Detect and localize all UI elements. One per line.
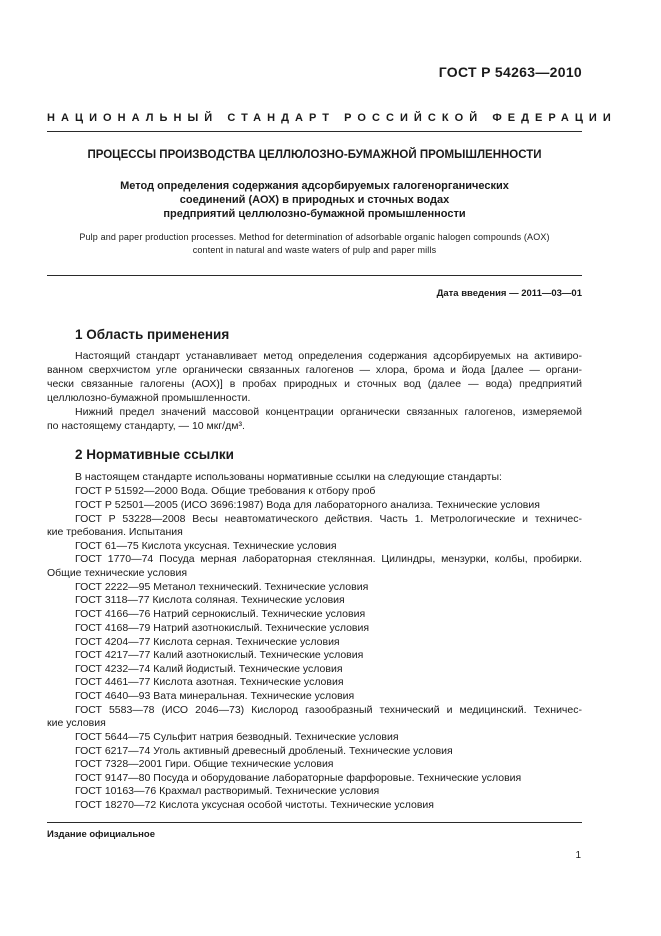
reference-line: ГОСТ 4461—77 Кислота азотная. Технические условия	[75, 676, 344, 688]
subtitle-line: соединений (АОХ) в природных и сточных водах	[179, 194, 450, 206]
reference-line: ГОСТ 9147—80 Посуда и оборудование лабораторные фарфоровые. Технические условия	[75, 772, 522, 784]
reference-line: ГОСТ Р 52501—2005 (ИСО 3696:1987) Вода для лабораторного анализа. Технические условия	[75, 499, 540, 511]
paragraph-line: Настоящий стандарт устанавливает метод определения содержания адсорбируемых на активиро-	[75, 350, 582, 362]
reference-line: ГОСТ 3118—77 Кислота соляная. Технические условия	[75, 594, 345, 606]
reference-line: кие требования. Испытания	[47, 526, 183, 538]
header-rule	[47, 131, 582, 132]
reference-line: ГОСТ 6217—74 Уголь активный древесный дробленый. Технические условия	[75, 745, 453, 757]
subtitle-line: Метод определения содержания адсорбируемых галогенорганических	[120, 180, 509, 192]
reference-line: В настоящем стандарте использованы нормативные ссылки на следующие стандарты:	[75, 471, 502, 483]
reference-line: ГОСТ 10163—76 Крахмал растворимый. Технические условия	[75, 785, 380, 797]
paragraph-line: ванном сверхчистом угле органически связанных галогенов — хлора, брома и йода [далее — органи-	[47, 364, 582, 376]
subtitle-line: предприятий целлюлозно-бумажной промышленности	[163, 208, 466, 220]
reference-line: ГОСТ 1770—74 Посуда мерная лабораторная стеклянная. Цилиндры, мензурки, колбы, пробирки.	[75, 553, 582, 565]
reference-line: ГОСТ Р 51592—2000 Вода. Общие требования к отбору проб	[75, 485, 376, 497]
footer-rule	[47, 822, 582, 823]
english-title-line: content in natural and waste waters of pulp and paper mills	[192, 245, 437, 255]
reference-line: ГОСТ 61—75 Кислота уксусная. Технические условия	[75, 540, 337, 552]
document-title: ПРОЦЕССЫ ПРОИЗВОДСТВА ЦЕЛЛЮЛОЗНО-БУМАЖНОЙ ПРОМЫШЛЕННОСТИ	[87, 149, 542, 161]
paragraph-line: Нижний предел значений массовой концентрации органически связанных галогенов, измеряемой	[75, 406, 582, 418]
english-title	[47, 231, 582, 257]
reference-line: ГОСТ 4204—77 Кислота серная. Технические условия	[75, 636, 340, 648]
reference-line: ГОСТ 18270—72 Кислота уксусная особой чистоты. Технические условия	[75, 799, 434, 811]
reference-line: ГОСТ 4217—77 Калий азотнокислый. Технические условия	[75, 649, 364, 661]
page-number: 1	[575, 850, 581, 861]
reference-line: ГОСТ 2222—95 Метанол технический. Технические условия	[75, 581, 369, 593]
national-standard-heading: НАЦИОНАЛЬНЫЙ СТАНДАРТ РОССИЙСКОЙ ФЕДЕРАЦИИ	[47, 112, 617, 124]
reference-line: ГОСТ 7328—2001 Гири. Общие технические условия	[75, 758, 334, 770]
reference-line: ГОСТ 5583—78 (ИСО 2046—73) Кислород газообразный технический и медицинский. Техничес-	[75, 704, 582, 716]
paragraph-line: по настоящему стандарту, — 10 мкг/дм³.	[47, 420, 245, 432]
section-2-heading: 2 Нормативные ссылки	[75, 447, 234, 462]
document-number: ГОСТ Р 54263—2010	[438, 64, 582, 80]
paragraph-line: целлюлозно-бумажной промышленности.	[47, 392, 251, 404]
english-title-line: Pulp and paper production processes. Method for determination of adsorbable organic halogen compounds (AOX)	[79, 232, 550, 242]
date-of-introduction: Дата введения — 2011—03—01	[436, 288, 582, 299]
reference-line: ГОСТ 4166—76 Натрий сернокислый. Технические условия	[75, 608, 366, 620]
paragraph-line: чески связанные галогены (АОХ)] в пробах природных и сточных вод (далее — вода) предприятий	[47, 378, 582, 390]
reference-line: ГОСТ 5644—75 Сульфит натрия безводный. Технические условия	[75, 731, 399, 743]
reference-line: Общие технические условия	[47, 567, 188, 579]
reference-line: ГОСТ Р 53228—2008 Весы неавтоматического действия. Часть 1. Метрологические и техничес-	[75, 513, 582, 525]
reference-line: ГОСТ 4232—74 Калий йодистый. Технические условия	[75, 663, 343, 675]
reference-line: ГОСТ 4640—93 Вата минеральная. Технические условия	[75, 690, 355, 702]
title-rule	[47, 275, 582, 276]
document-subtitle	[47, 179, 582, 221]
reference-line: ГОСТ 4168—79 Натрий азотнокислый. Технические условия	[75, 622, 370, 634]
section-1-heading: 1 Область применения	[75, 327, 230, 342]
reference-line: кие условия	[47, 717, 106, 729]
edition-label: Издание официальное	[47, 829, 155, 840]
